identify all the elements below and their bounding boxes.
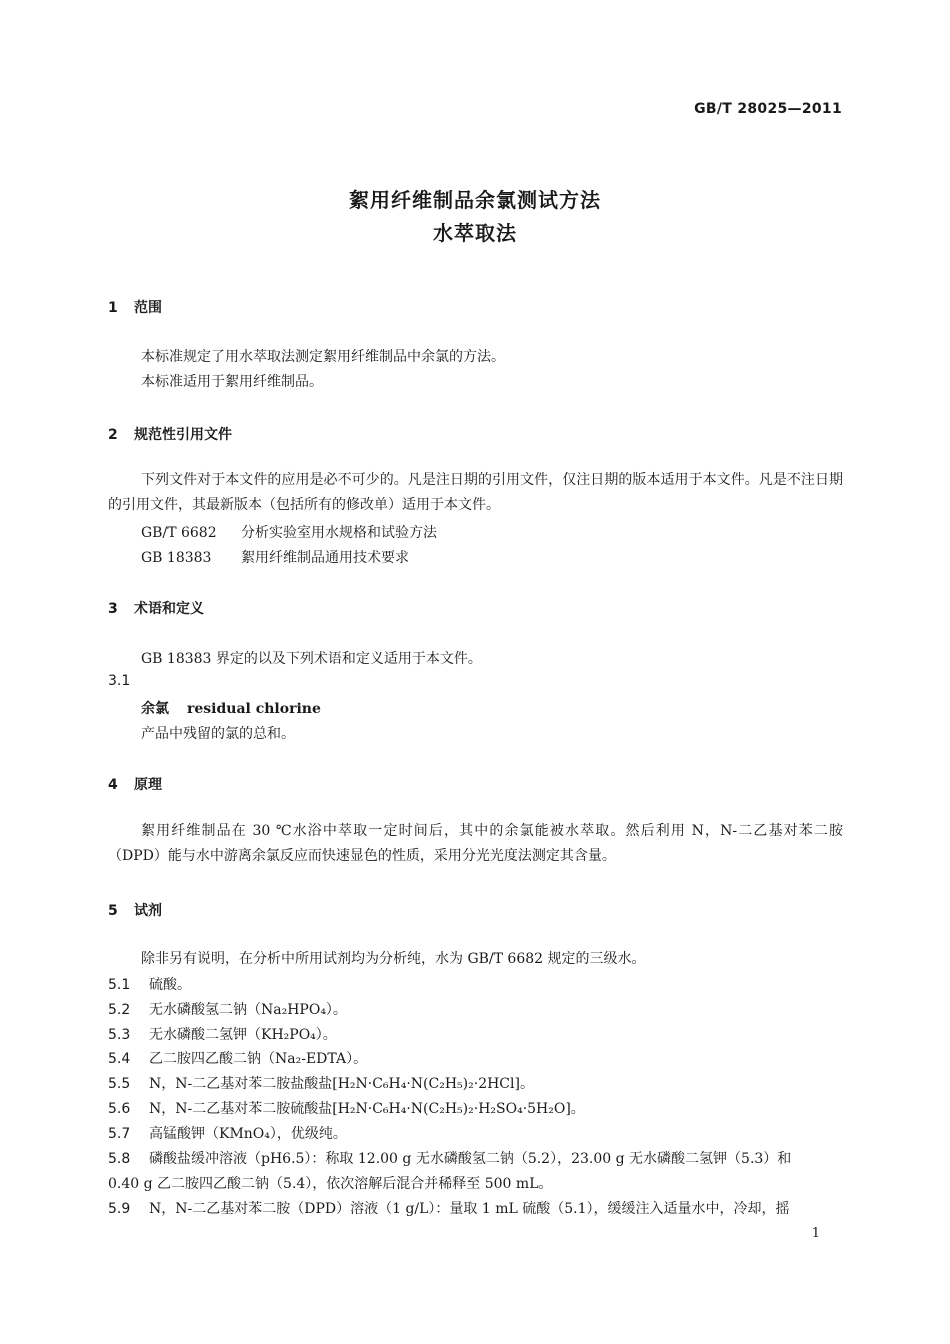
- page-number: 1: [811, 1226, 820, 1241]
- reagent-item: [108, 1048, 367, 1068]
- item-text: 高锰酸钾（KMnO₄），优级纯。: [149, 1126, 347, 1142]
- section-title: 原理: [134, 777, 162, 793]
- item-number: 5.3: [108, 1027, 131, 1043]
- item-text: N，N-二乙基对苯二胺盐酸盐[H₂N·C₆H₄·N(C₂H₅)₂·2HCl]。: [149, 1076, 534, 1092]
- item-number: 5.6: [108, 1101, 131, 1117]
- section-3-heading: [108, 598, 204, 618]
- section-number: 1: [108, 300, 118, 316]
- item-text: N，N-二乙基对苯二胺（DPD）溶液（1 g/L）：量取 1 mL 硫酸（5.1），缓缓注入适量水中，冷却，摇: [149, 1201, 790, 1217]
- item-number: 5.5: [108, 1076, 131, 1092]
- item-text: N，N-二乙基对苯二胺硫酸盐[H₂N·C₆H₄·N(C₂H₅)₂·H₂SO₄·5H₂O]。: [149, 1101, 585, 1117]
- section-title: 规范性引用文件: [134, 427, 232, 443]
- section-5-heading: [108, 900, 162, 920]
- term-english: residual chlorine: [187, 701, 321, 717]
- reagent-item: [108, 999, 347, 1019]
- section-number: 4: [108, 777, 118, 793]
- document-title: 絮用纤维制品余氯测试方法: [349, 188, 601, 212]
- term-chinese: 余氯: [141, 701, 169, 717]
- reference-title: 分析实验室用水规格和试验方法: [241, 525, 437, 541]
- item-text: 无水磷酸氢二钠（Na₂HPO₄）。: [149, 1002, 347, 1018]
- reference-code: GB 18383: [141, 550, 212, 566]
- reagent-item: [108, 1198, 790, 1218]
- item-number: 5.8: [108, 1151, 131, 1167]
- item-number: 5.9: [108, 1201, 131, 1217]
- section-number: 3: [108, 601, 118, 617]
- section-2-heading: [108, 424, 232, 444]
- reagent-item: [108, 974, 191, 994]
- term-definition: 产品中残留的氯的总和。: [141, 726, 295, 742]
- paragraph: GB 18383 界定的以及下列术语和定义适用于本文件。: [141, 651, 482, 667]
- reagent-item: [108, 1123, 347, 1143]
- reagent-item: [108, 1148, 791, 1168]
- reference-item: [141, 522, 437, 542]
- term-entry: [141, 698, 321, 718]
- reagent-item: [108, 1024, 337, 1044]
- item-text: 0.40 g 乙二胺四乙酸二钠（5.4），依次溶解后混合并稀释至 500 mL。: [108, 1176, 553, 1192]
- item-text: 硫酸。: [149, 977, 191, 993]
- reference-code: GB/T 6682: [141, 525, 217, 541]
- paragraph: 本标准适用于絮用纤维制品。: [141, 374, 323, 390]
- paragraph: 絮用纤维制品在 30 ℃水浴中萃取一定时间后，其中的余氯能被水萃取。然后利用 N，N-二乙基对苯二胺（DPD）能与水中游离余氯反应而快速显色的性质，采用分光光度法测定其含量。: [108, 823, 843, 864]
- item-number: 5.7: [108, 1126, 131, 1142]
- paragraph: 除非另有说明，在分析中所用试剂均为分析纯，水为 GB/T 6682 规定的三级水。: [141, 951, 646, 967]
- section-number: 2: [108, 427, 118, 443]
- paragraph: 本标准规定了用水萃取法测定絮用纤维制品中余氯的方法。: [141, 349, 505, 365]
- item-number: 5.2: [108, 1002, 131, 1018]
- subsection-number: 3.1: [108, 673, 131, 689]
- standard-code: GB/T 28025—2011: [694, 101, 842, 117]
- paragraph: 下列文件对于本文件的应用是必不可少的。凡是注日期的引用文件，仅注日期的版本适用于本文件。凡是不注日期的引用文件，其最新版本（包括所有的修改单）适用于本文件。: [108, 472, 843, 513]
- section-title: 术语和定义: [134, 601, 204, 617]
- reagent-item: [108, 1098, 585, 1118]
- item-text: 无水磷酸二氢钾（KH₂PO₄）。: [149, 1027, 337, 1043]
- section-title: 范围: [134, 300, 162, 316]
- item-text: 磷酸盐缓冲溶液（pH6.5）：称取 12.00 g 无水磷酸氢二钠（5.2），23.00 g 无水磷酸二氢钾（5.3）和: [149, 1151, 792, 1167]
- reference-item: [141, 547, 409, 567]
- section-1-heading: [108, 297, 162, 317]
- section-4-heading: [108, 774, 162, 794]
- item-number: 5.1: [108, 977, 131, 993]
- reagent-item-continuation: [108, 1173, 553, 1193]
- item-number: 5.4: [108, 1051, 131, 1067]
- reagent-item: [108, 1073, 534, 1093]
- item-text: 乙二胺四乙酸二钠（Na₂-EDTA）。: [149, 1051, 368, 1067]
- section-number: 5: [108, 903, 118, 919]
- reference-title: 絮用纤维制品通用技术要求: [241, 550, 409, 566]
- section-title: 试剂: [134, 903, 162, 919]
- document-subtitle: 水萃取法: [433, 221, 517, 245]
